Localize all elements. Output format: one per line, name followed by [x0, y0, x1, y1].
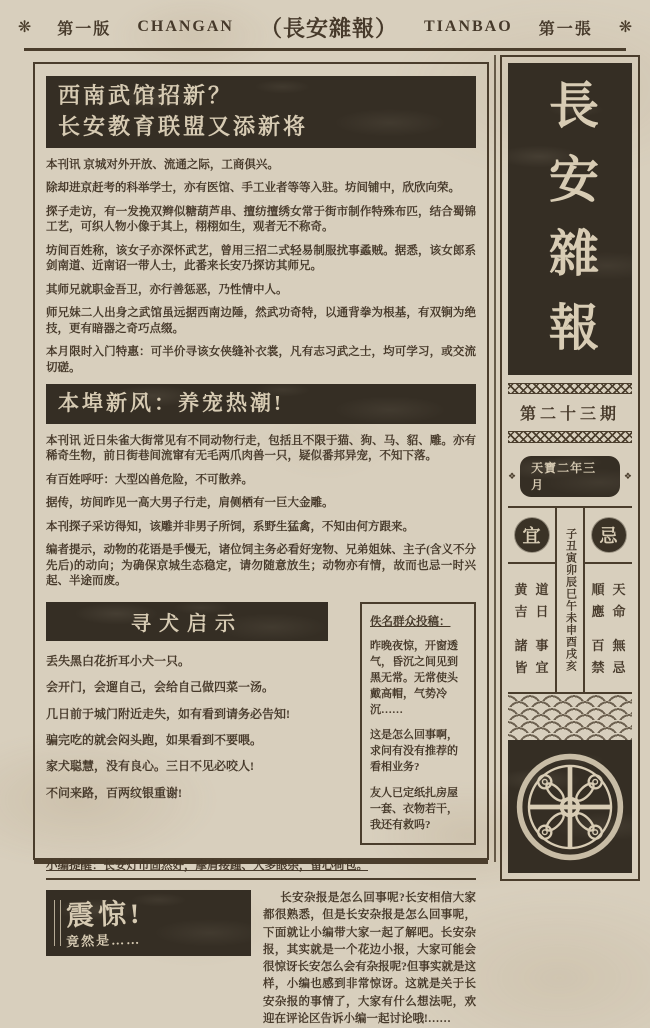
- flower-icon: ❋: [17, 19, 32, 36]
- lost-dog-line: 家犬聪慧，没有良心。三日不见必咬人!: [46, 759, 254, 774]
- article2-paragraph: 编者提示，动物的花语是手慢无，诸位饲主务必看好宠物、兄弟姐妹、主子(含义不分先后)的动向；为确保京城生态稳定，请勿随意放生；动物亦有情，故而也忌一时兴起、半途而废。: [46, 544, 476, 588]
- article1-headline-box: [46, 76, 476, 148]
- vertical-masthead-banner: [508, 63, 632, 375]
- article1-headline-line1: 西南武馆招新？: [58, 83, 234, 108]
- sheet-label: 第一張: [538, 20, 593, 38]
- page-header: [0, 10, 650, 44]
- header-divider: [24, 48, 626, 51]
- article2-paragraph: 本刊探子采访得知，该雕并非男子所饲，系野生猛禽，不知由何方跟来。: [46, 520, 414, 533]
- article1-paragraph: 本月限时入门特惠：可半价寻该女侠缝补衣裳，凡有志习武之士，均可学习，或交流切磋。: [46, 346, 476, 374]
- lost-dog-line: 骗完吃的就会闷头跑，如果看到不要喂。: [46, 732, 263, 747]
- good-seal-cell: [508, 508, 555, 564]
- romanized-name-left: CHANGAN: [137, 18, 234, 35]
- zigzag-divider: [508, 383, 632, 394]
- shock-section: [46, 890, 476, 1028]
- double-line-icon: [54, 900, 61, 946]
- issue-number: 第二十三期: [519, 406, 620, 424]
- date-badge-row: [508, 456, 632, 497]
- article2-paragraph: 有百姓呼吁：大型凶兽危险，不可散养。: [46, 473, 253, 486]
- bad-seal-icon: 忌: [592, 518, 626, 552]
- article1-paragraph: 坊间百姓称，该女子亦深怀武艺，曾用三招二式轻易制服扰事蟊贼。据悉，该女郎系剑南道、近南诏一带人士，此番来长安乃探访其师兄。: [46, 244, 476, 273]
- almanac-line: 百無: [591, 638, 634, 654]
- reader-letter-paragraph: 友人已定纸扎房屋一套、衣物若干，我还有救吗?: [370, 787, 458, 832]
- almanac-line: 順天: [591, 582, 634, 598]
- almanac-line: 吉日: [514, 604, 557, 620]
- reader-letter-paragraph: 这是怎么回事啊，求问有没有推荐的看相业务?: [370, 729, 458, 774]
- lost-dog-notice: [46, 602, 328, 845]
- good-seal-icon: 宜: [515, 518, 549, 552]
- article1-paragraph: 其师兄就职金吾卫，亦行善惩恶，乃性情中人。: [46, 283, 288, 296]
- flower-icon: ❋: [618, 19, 633, 36]
- vertical-masthead-text: 長安雜報: [542, 79, 598, 375]
- lower-section: [46, 602, 476, 845]
- good-text-cell: [508, 564, 555, 692]
- main-content-frame: [33, 62, 489, 1025]
- article2-paragraph: 据传，坊间昨见一高大男子行走，肩侧栖有一巨大金雕。: [46, 497, 334, 510]
- almanac-line: 皆宜: [514, 660, 557, 676]
- edition-label: 第一版: [57, 20, 112, 38]
- bad-text-cell: [585, 564, 632, 692]
- article2-paragraph: 本刊讯 近日朱雀大街常见有不同动物行走，包括且不限于猫、狗、马、貂、雕。亦有稀奇生物，前日街巷间流窜有无毛两爪肉兽一只，疑似番邦异宠，不知下落。: [46, 434, 476, 463]
- shock-stamp-box: [46, 890, 251, 956]
- article1-headline-line2: 长安教育联盟又添新将: [58, 113, 309, 139]
- almanac-good-column: [508, 508, 555, 692]
- paper-title: （長安雜報）: [259, 15, 398, 41]
- almanac-line: 應命: [591, 604, 634, 620]
- lost-dog-line: 几日前于城门附近走失，如有看到请务必告知!: [46, 706, 290, 721]
- editor-note: 小编提醒：长安灯市固然好，摩肩接踵、人多眼杂，留心荷包。: [46, 857, 476, 880]
- diamond-icon: ❖: [508, 470, 517, 481]
- lost-dog-line: 不问来路，百两纹银重谢!: [46, 785, 182, 800]
- almanac-line: 諸事: [514, 638, 557, 654]
- almanac-bad-column: [585, 508, 632, 692]
- romanized-name-right: TIANBAO: [424, 18, 513, 35]
- almanac-line: 黄道: [514, 582, 557, 598]
- article1-paragraph: 探子走访，有一发挽双辫似糖葫芦串、擅纺擅绣女常于街市制作特殊布匹，结合蜀锦工艺，可织人物小像于其上，栩栩如生，观者无不称奇。: [46, 205, 476, 234]
- reader-letter-box: [360, 602, 476, 845]
- shock-body-text: 长安杂报是怎么回事呢?长安相信大家都很熟悉，但是长安杂报是怎么回事呢，下面就让小编带大家一起了解吧。长安杂报，其实就是一个花边小报，大家可能会很惊讶长安怎么会有杂报呢?但事实就是这样，小编也感到非常惊讶。这就是关于长安杂报的事情了，大家有什么想法呢，欢迎在评论区告诉小编一起讨论哦!……: [263, 892, 476, 1025]
- article2-headline-box: 本埠新风：养宠热潮!: [46, 384, 476, 423]
- earthly-branches-text: 子丑寅卯辰巳午未申酉戌亥: [564, 527, 577, 672]
- date-badge: 天寶二年三月: [520, 456, 620, 497]
- almanac-table: [508, 506, 632, 694]
- shock-subtitle: 竟然是……: [65, 931, 142, 950]
- article-martial-school: [46, 76, 476, 376]
- earthly-branches-column: [555, 508, 585, 692]
- reader-letter-title: 佚名群众投稿：: [370, 615, 451, 628]
- zigzag-divider: [508, 431, 632, 442]
- rosette-block: [508, 740, 632, 873]
- lost-dog-headline-box: 寻犬启示: [46, 602, 328, 641]
- lost-dog-line: 会开门，会遛自己，会给自己做四菜一汤。: [46, 680, 275, 695]
- reader-letter-paragraph: 昨晚夜惊，开窗透气，昏沉之间见到黑无常。无常使头戴高帽，气势冷沉……: [370, 639, 458, 716]
- bad-seal-cell: [585, 508, 632, 564]
- article1-paragraph: 除却进京赶考的科举学士，亦有医馆、手工业者等等入驻。坊间铺中，欣欣向荣。: [46, 182, 460, 195]
- column-divider: [494, 55, 496, 862]
- almanac-line: 禁忌: [591, 660, 634, 676]
- rosette-medallion-icon: [514, 751, 626, 863]
- lost-dog-line: 丢失黑白花折耳小犬一只。: [46, 653, 191, 668]
- article-pet-trend: [46, 384, 476, 590]
- article1-paragraph: 本刊讯 京城对外开放、流通之际，工商俱兴。: [46, 158, 279, 171]
- sidebar-column: [500, 55, 640, 881]
- article1-paragraph: 师兄妹二人出身之武馆虽远据西南边陲，然武功奇特，以通背拳为根基，有双锏为绝技，更有暗器之奇巧点缀。: [46, 307, 476, 335]
- diamond-icon: ❖: [623, 470, 632, 481]
- shock-title: 震惊!: [65, 898, 144, 933]
- fish-scale-pattern: [508, 694, 632, 740]
